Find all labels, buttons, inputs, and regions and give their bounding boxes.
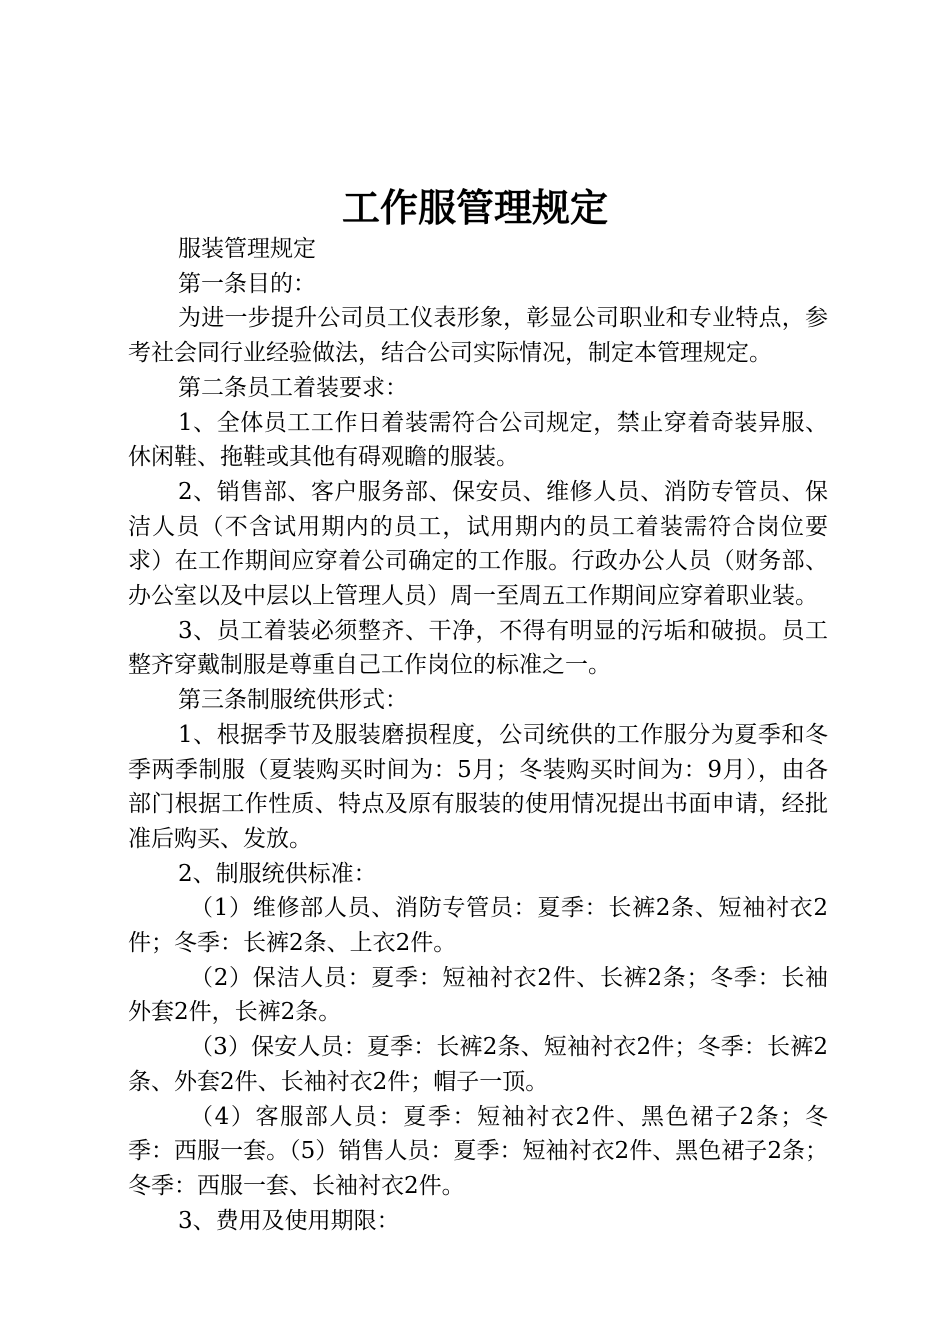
paragraph: 第二条员工着装要求： [178,374,408,401]
paragraph: （4）客服部人员：夏季：短袖衬衣2件、黑色裙子2条；冬季：西服一套。（5）销售人员：夏季：短袖衬衣2件、黑色裙子2条；冬季：西服一套、长袖衬衣2件。 [128,1103,828,1199]
paragraph: 2、销售部、客户服务部、保安员、维修人员、消防专管员、保洁人员（不含试用期内的员工，试用期内的员工着装需符合岗位要求）在工作期间应穿着公司确定的工作服。行政办公人员（财务部、办公室以及中层以上管理人员）周一至周五工作期间应穿着职业装。 [128,478,828,610]
paragraph: 1、根据季节及服装磨损程度，公司统供的工作服分为夏季和冬季两季制服（夏装购买时间为：5月；冬装购买时间为：9月），由各部门根据工作性质、特点及原有服装的使用情况提出书面申请，经批准后购买、发放。 [128,721,828,852]
document-body [128,232,828,1238]
paragraph: 3、费用及使用期限： [178,1207,400,1234]
paragraph: 3、员工着装必须整齐、干净，不得有明显的污垢和破损。员工整齐穿戴制服是尊重自己工作岗位的标准之一。 [128,617,828,679]
paragraph: 1、全体员工工作日着装需符合公司规定，禁止穿着奇装异服、休闲鞋、拖鞋或其他有碍观瞻的服装。 [128,409,828,471]
paragraph: 为进一步提升公司员工仪表形象，彰显公司职业和专业特点，参考社会同行业经验做法，结合公司实际情况，制定本管理规定。 [128,305,828,367]
paragraph: （2）保洁人员：夏季：短袖衬衣2件、长裤2条；冬季：长袖外套2件，长裤2条。 [128,964,828,1026]
paragraph: 服装管理规定 [178,236,316,262]
paragraph: （3）保安人员：夏季：长裤2条、短袖衬衣2件；冬季：长裤2条、外套2件、长袖衬衣2件；帽子一顶。 [128,1034,828,1095]
paragraph: （1）维修部人员、消防专管员：夏季：长裤2条、短袖衬衣2件；冬季：长裤2条、上衣2件。 [128,895,828,957]
document-title: 工作服管理规定 [341,185,608,230]
paragraph: 第三条制服统供形式： [178,687,408,714]
paragraph: 第一条目的： [178,270,316,297]
paragraph: 2、制服统供标准： [178,860,377,887]
